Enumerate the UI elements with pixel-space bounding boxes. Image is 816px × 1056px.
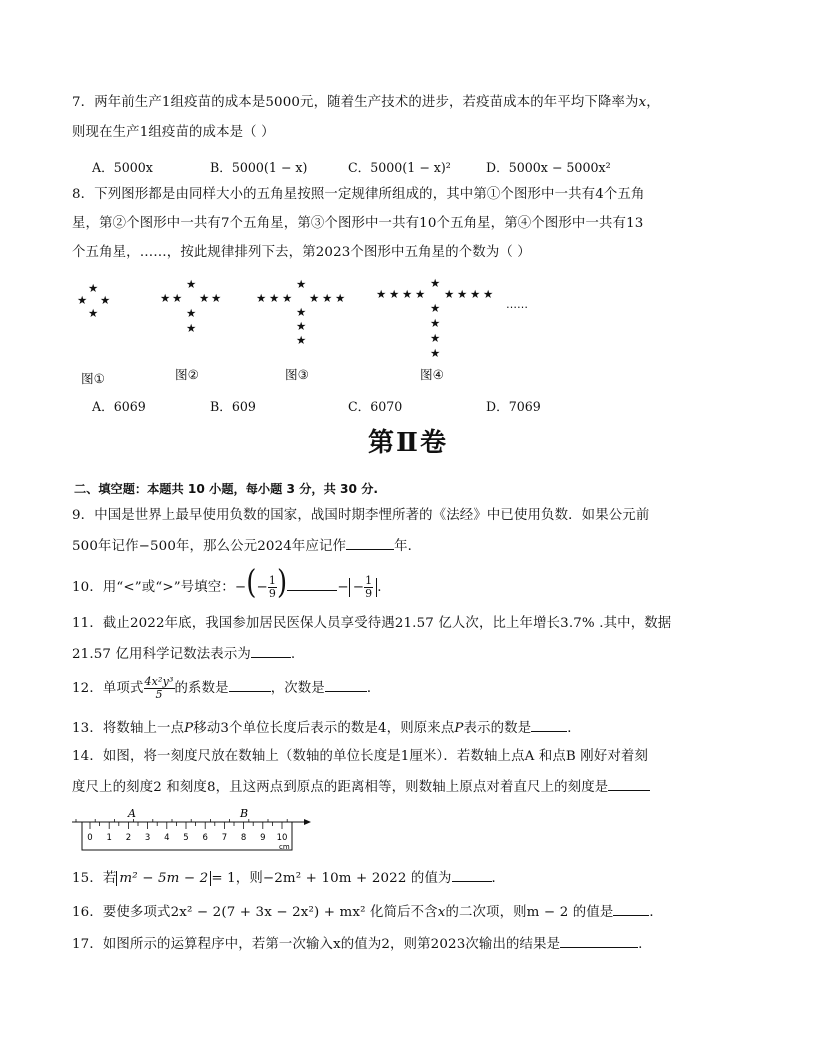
star: ★ bbox=[376, 287, 387, 301]
figure-label-2: 图② bbox=[175, 367, 199, 382]
star: ★ bbox=[160, 291, 171, 305]
section-heading: 二、填空题：本题共 10 小题，每小题 3 分，共 30 分. bbox=[74, 482, 379, 496]
star: ★ bbox=[77, 293, 88, 307]
star: ★ bbox=[430, 346, 441, 360]
star: ★ bbox=[199, 291, 210, 305]
star: ★ bbox=[296, 305, 307, 319]
star: ★ bbox=[322, 291, 333, 305]
star: ★ bbox=[296, 333, 307, 347]
q11-line2: 21.57 亿用科学记数法表示为 . bbox=[72, 644, 295, 664]
q9-answer-blank[interactable] bbox=[346, 536, 394, 550]
q7-option-d: D．5000x − 5000x² bbox=[486, 160, 611, 175]
q9-line1: 9．中国是世界上最早使用负数的国家，战国时期李悝所著的《法经》中已使用负数．如果公元前 bbox=[72, 508, 650, 523]
star: ★ bbox=[309, 291, 320, 305]
ruler-tick-label: 2 bbox=[125, 833, 132, 843]
ruler-tick-label: 4 bbox=[164, 833, 170, 843]
q15-line: 15．若 m² − 5m − 2 = 1，则−2m² + 10m + 2022 的值为 ． bbox=[72, 868, 505, 888]
star: ★ bbox=[430, 276, 441, 290]
star: ★ bbox=[88, 306, 99, 320]
q17-line: 17．如图所示的运算程序中，若第一次输入x的值为2，则第2023次输出的结果是 . bbox=[72, 934, 643, 954]
figure-label-1: 图① bbox=[81, 371, 105, 386]
star: ★ bbox=[186, 306, 197, 320]
star: ★ bbox=[415, 287, 426, 301]
ruler-tick-label: 1 bbox=[106, 833, 112, 843]
q11-line1: 11．截止2022年底，我国参加居民医保人员享受待遇21.57 亿人次，比上年增长3.7% .其中，数据 bbox=[72, 616, 672, 631]
q10-absolute-value: − $\frac{1}{9}$ bbox=[349, 578, 378, 597]
q14-answer-blank[interactable] bbox=[608, 777, 650, 791]
q7-option-b-expr: 5000(1 − x) bbox=[231, 160, 308, 175]
ruler-tick-label: 10 bbox=[276, 833, 288, 843]
q10-line: 10．用“<”或“>”号填空：−(− $\frac{1}{9}$ ) − − $\frac{1}{9}$ . bbox=[72, 564, 382, 602]
q8-line3: 个五角星，……，按此规律排列下去，第2023个图形中五角星的个数为（ ） bbox=[72, 245, 531, 260]
q16-line: 16．要使多项式2x² − 2(7 + 3x − 2x²) + mx² 化简后不含x的二次项，则m − 2 的值是 ． bbox=[72, 902, 663, 922]
point-a-label: A bbox=[128, 807, 136, 820]
q7-text-end: ， bbox=[646, 95, 660, 110]
q7-line2: 则现在生产1组疫苗的成本是（ ） bbox=[72, 125, 275, 140]
q11-answer-blank[interactable] bbox=[251, 644, 291, 658]
q10-answer-blank[interactable] bbox=[287, 577, 337, 591]
q14-ruler-figure bbox=[72, 804, 312, 852]
q10-fraction-2: $\frac{1}{9}$ bbox=[365, 574, 373, 600]
ruler-tick-label: 6 bbox=[202, 833, 208, 843]
star: ★ bbox=[483, 287, 494, 301]
q12-coefficient-blank[interactable] bbox=[229, 678, 271, 692]
q7-option-b: B．5000(1 − x) bbox=[210, 160, 308, 175]
q12-line: 12．单项式 $\frac{\text{4x²y³}}{5}$ 的系数是 ，次数是 ． bbox=[72, 675, 381, 701]
point-b-label: B bbox=[240, 807, 249, 820]
star: ★ bbox=[269, 291, 280, 305]
star: ★ bbox=[296, 319, 307, 333]
q15-absolute-value: m² − 5m − 2 bbox=[116, 871, 211, 886]
star: ★ bbox=[402, 287, 413, 301]
q8-line1: 8．下列图形都是由同样大小的五角星按照一定规律所组成的，其中第①个图形中一共有4个五角 bbox=[72, 187, 645, 202]
star: ★ bbox=[470, 287, 481, 301]
number-line-arrow bbox=[304, 819, 311, 825]
figure-label-4: 图④ bbox=[420, 367, 444, 382]
q8-ellipsis: …… bbox=[506, 298, 528, 311]
q8-option-d: D．7069 bbox=[486, 399, 541, 414]
star: ★ bbox=[100, 293, 111, 307]
q14-line2: 度尺上的刻度2 和刻度8，且这两点到原点的距离相等，则数轴上原点对着直尺上的刻度是 bbox=[72, 777, 650, 797]
q17-answer-blank[interactable] bbox=[560, 934, 638, 948]
q12-degree-blank[interactable] bbox=[325, 678, 367, 692]
star: ★ bbox=[457, 287, 468, 301]
q8-line2: 星，第②个图形中一共有7个五角星，第③个图形中一共有10个五角星，第④个图形中一共有13 bbox=[72, 216, 644, 231]
star: ★ bbox=[256, 291, 267, 305]
q7-option-c-expr: 5000(1 − x)² bbox=[370, 160, 451, 175]
star: ★ bbox=[88, 281, 99, 295]
star: ★ bbox=[389, 287, 400, 301]
ruler-ticks bbox=[90, 822, 282, 829]
q8-option-c: C．6070 bbox=[348, 399, 403, 414]
star: ★ bbox=[186, 321, 197, 335]
q8-option-b: B．609 bbox=[210, 399, 256, 414]
q10-fraction-1: $\frac{1}{9}$ bbox=[268, 574, 277, 600]
q15-answer-blank[interactable] bbox=[452, 868, 492, 882]
ruler-labels bbox=[87, 833, 287, 843]
star: ★ bbox=[430, 316, 441, 330]
star: ★ bbox=[335, 291, 346, 305]
q7-option-d-expr: 5000x − 5000x² bbox=[508, 160, 611, 175]
q7-option-c: C．5000(1 − x)² bbox=[348, 160, 451, 175]
star: ★ bbox=[430, 301, 441, 315]
ruler-unit: cm bbox=[279, 843, 290, 851]
star: ★ bbox=[282, 291, 293, 305]
star: ★ bbox=[211, 291, 222, 305]
section-title: 第Ⅱ卷 bbox=[368, 428, 448, 458]
q9-line2: 500年记作−500年，那么公元2024年应记作 年． bbox=[72, 536, 421, 556]
q7-option-a-expr: 5000x bbox=[113, 160, 153, 175]
q14-line1: 14．如图，将一刻度尺放在数轴上（数轴的单位长度是1厘米）．若数轴上点A 和点B 刚好对着刻 bbox=[72, 749, 649, 764]
figure-label-3: 图③ bbox=[285, 367, 309, 382]
ruler-tick-label: 3 bbox=[144, 833, 151, 843]
q7-var: x bbox=[638, 95, 647, 110]
q12-fraction: $\frac{\text{4x²y³}}{5}$ bbox=[144, 675, 174, 701]
q13-answer-blank[interactable] bbox=[531, 718, 567, 732]
star: ★ bbox=[172, 291, 183, 305]
star: ★ bbox=[296, 277, 307, 291]
q7-line1 bbox=[72, 94, 660, 112]
q13-line: 13．将数轴上一点P移动3个单位长度后表示的数是4，则原来点P表示的数是 ． bbox=[72, 718, 581, 738]
ruler-tick-label: 8 bbox=[240, 833, 247, 843]
ruler-tick-label: 7 bbox=[221, 833, 228, 843]
q7-text: 7．两年前生产1组疫苗的成本是5000元，随着生产技术的进步，若疫苗成本的年平均下降率为 bbox=[72, 95, 639, 110]
ruler-tick-label: 9 bbox=[260, 833, 266, 843]
ruler-tick-label: 0 bbox=[87, 833, 93, 843]
q16-answer-blank[interactable] bbox=[613, 902, 649, 916]
q7-option-a: A．5000x bbox=[92, 160, 153, 175]
q8-option-a: A．6069 bbox=[92, 399, 146, 414]
ruler-tick-label: 5 bbox=[183, 833, 189, 843]
star: ★ bbox=[186, 277, 197, 291]
star: ★ bbox=[444, 287, 455, 301]
star: ★ bbox=[430, 331, 441, 345]
